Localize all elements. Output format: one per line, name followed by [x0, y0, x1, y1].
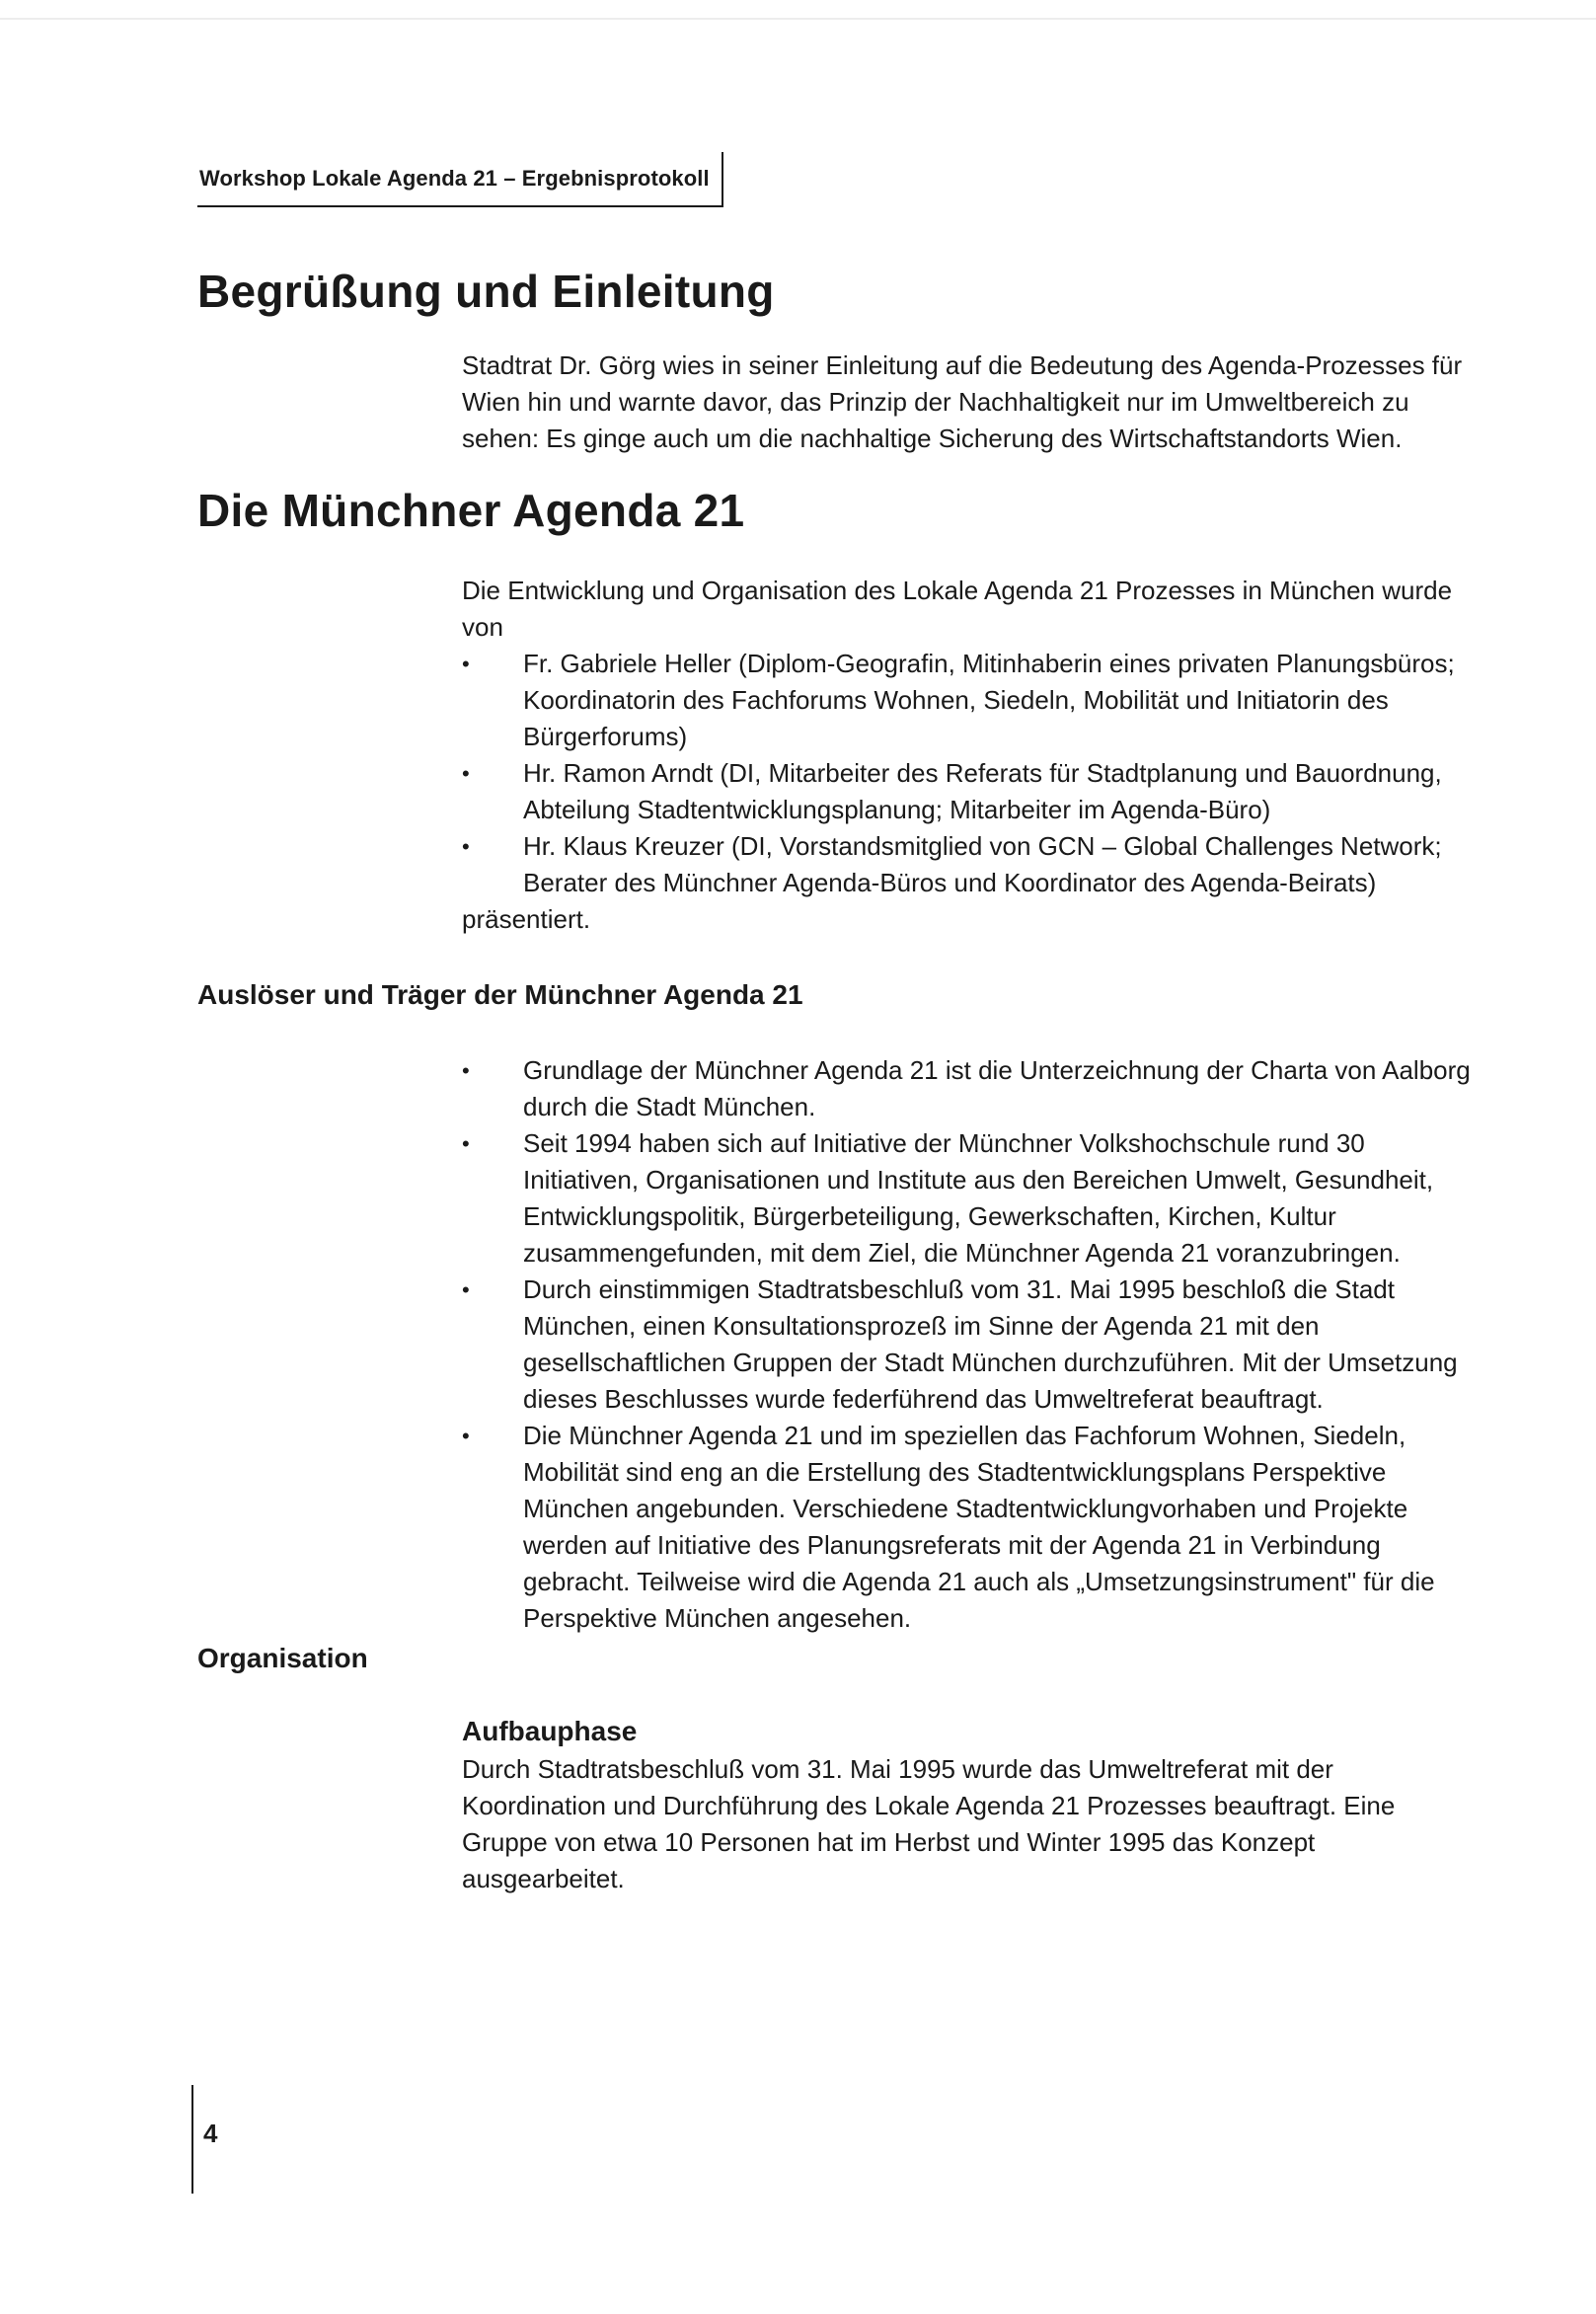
section-title-begruessung: Begrüßung und Einleitung — [197, 266, 775, 317]
aufbauphase-paragraph: Durch Stadtratsbeschluß vom 31. Mai 1995 wurde das Umweltreferat mit der Koordination und Durchführung des Lokale Agenda 21 Prozesses beauftragt. Eine Gruppe von etwa 10 Personen hat im Herbst und Winter 1995 das Konzept ausgearbeitet. — [462, 1754, 1396, 1893]
header-rule — [197, 205, 723, 207]
page-number: 4 — [203, 2119, 218, 2148]
list-item: • Hr. Klaus Kreuzer (DI, Vorstandsmitglied von GCN – Global Challenges Network; Berater des Münchner Agenda-Büros und Koordinator des Agenda-Beirats) — [462, 828, 1479, 901]
presenters-outro: präsentiert. — [462, 904, 591, 934]
list-item: • Die Münchner Agenda 21 und im speziellen das Fachforum Wohnen, Siedeln, Mobilität sind eng an die Erstellung des Stadtentwicklungsplans Perspektive München angebunden. Verschiedene Stadtentwicklungvorhaben und Projekte werden auf Initiative des Planungsreferats mit der Agenda 21 in Verbindung gebracht. Teilweise wird die Agenda 21 auch als „Umsetzungsinstrument" für die Perspektive München angesehen. — [462, 1418, 1479, 1637]
subsection-title-ausloeser: Auslöser und Träger der Münchner Agenda 21 — [197, 979, 803, 1010]
subheading-aufbauphase: Aufbauphase — [462, 1716, 638, 1746]
list-item: • Fr. Gabriele Heller (Diplom-Geografin, Mitinhaberin eines privaten Planungsbüros; Koordinatorin des Fachforums Wohnen, Siedeln, Mobilität und Initiatorin des Bürgerforums) — [462, 646, 1479, 755]
list-item: • Grundlage der Münchner Agenda 21 ist die Unterzeichnung der Charta von Aalborg durch die Stadt München. — [462, 1052, 1479, 1125]
section-paragraph-begruessung: Stadtrat Dr. Görg wies in seiner Einleitung auf die Bedeutung des Agenda-Prozesses für Wien hin und warnte davor, das Prinzip der Nachhaltigkeit nur im Umweltbereich zu sehen: Es ginge auch um die nachhaltige Sicherung des Wirtschaftstandorts Wien. — [462, 350, 1463, 453]
ausloeser-list — [462, 1052, 1479, 1637]
list-item: • Seit 1994 haben sich auf Initiative der Münchner Volkshochschule rund 30 Initiativen, Organisationen und Institute aus den Bereichen Umwelt, Gesundheit, Entwicklungspolitik, Bürgerbeteiligung, Gewerkschaften, Kirchen, Kultur zusammengefunden, mit dem Ziel, die Münchner Agenda 21 voranzubringen. — [462, 1125, 1479, 1272]
page-number-rule — [191, 2085, 193, 2194]
running-header: Workshop Lokale Agenda 21 – Ergebnisprotokoll — [199, 166, 710, 191]
presenters-intro: Die Entwicklung und Organisation des Lokale Agenda 21 Prozesses in München wurde von — [462, 576, 1453, 642]
scan-artifact-line — [0, 18, 1596, 20]
subsection-title-organisation: Organisation — [197, 1643, 368, 1673]
presenters-list — [462, 646, 1479, 901]
list-item: • Hr. Ramon Arndt (DI, Mitarbeiter des Referats für Stadtplanung und Bauordnung, Abteilung Stadtentwicklungsplanung; Mitarbeiter im Agenda-Büro) — [462, 755, 1479, 828]
list-item: • Durch einstimmigen Stadtratsbeschluß vom 31. Mai 1995 beschloß die Stadt München, einen Konsultationsprozeß im Sinne der Agenda 21 mit den gesellschaftlichen Gruppen der Stadt München durchzuführen. Mit der Umsetzung dieses Beschlusses wurde federführend das Umweltreferat beauftragt. — [462, 1272, 1479, 1418]
header-vertical-rule — [722, 152, 723, 207]
section-title-muenchner-agenda: Die Münchner Agenda 21 — [197, 485, 745, 536]
